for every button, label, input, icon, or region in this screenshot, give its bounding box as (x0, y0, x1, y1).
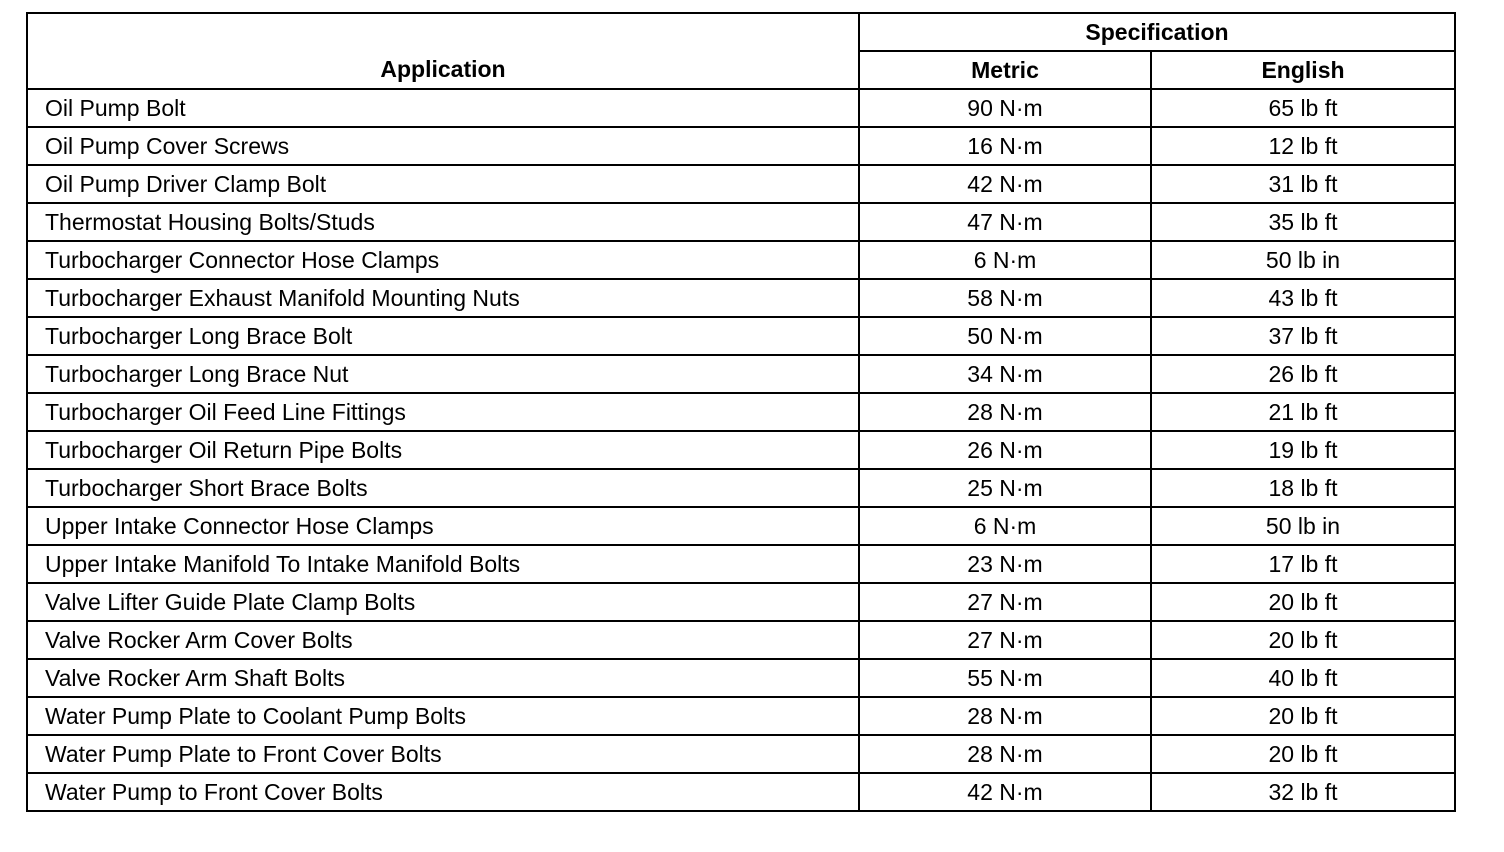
table-row (27, 127, 1455, 165)
table-row (27, 393, 1455, 431)
english-cell: 50 lb in (1151, 507, 1455, 545)
header-row-top (27, 13, 1455, 51)
metric-cell: 28 N·m (859, 697, 1151, 735)
table-row (27, 583, 1455, 621)
metric-cell: 42 N·m (859, 773, 1151, 811)
metric-cell: 27 N·m (859, 583, 1151, 621)
application-cell: Turbocharger Oil Feed Line Fittings (27, 393, 859, 431)
table-row (27, 203, 1455, 241)
english-cell: 43 lb ft (1151, 279, 1455, 317)
application-cell: Upper Intake Connector Hose Clamps (27, 507, 859, 545)
table-row (27, 545, 1455, 583)
table-row (27, 279, 1455, 317)
fastener-spec-table (26, 12, 1456, 812)
english-cell: 20 lb ft (1151, 697, 1455, 735)
english-cell: 20 lb ft (1151, 735, 1455, 773)
english-cell: 18 lb ft (1151, 469, 1455, 507)
application-cell: Water Pump Plate to Coolant Pump Bolts (27, 697, 859, 735)
table-row (27, 773, 1455, 811)
english-cell: 40 lb ft (1151, 659, 1455, 697)
table-row (27, 431, 1455, 469)
application-cell: Valve Rocker Arm Cover Bolts (27, 621, 859, 659)
english-cell: 17 lb ft (1151, 545, 1455, 583)
application-cell: Upper Intake Manifold To Intake Manifold Bolts (27, 545, 859, 583)
table-row (27, 735, 1455, 773)
metric-cell: 47 N·m (859, 203, 1151, 241)
english-cell: 37 lb ft (1151, 317, 1455, 355)
application-cell: Thermostat Housing Bolts/Studs (27, 203, 859, 241)
english-cell: 26 lb ft (1151, 355, 1455, 393)
application-cell: Turbocharger Oil Return Pipe Bolts (27, 431, 859, 469)
table-row (27, 621, 1455, 659)
table-header (27, 13, 1455, 89)
application-cell: Oil Pump Driver Clamp Bolt (27, 165, 859, 203)
application-cell: Turbocharger Connector Hose Clamps (27, 241, 859, 279)
english-cell: 50 lb in (1151, 241, 1455, 279)
application-cell: Oil Pump Cover Screws (27, 127, 859, 165)
table-row (27, 659, 1455, 697)
english-cell: 21 lb ft (1151, 393, 1455, 431)
table-row (27, 89, 1455, 127)
application-cell: Turbocharger Exhaust Manifold Mounting Nuts (27, 279, 859, 317)
metric-cell: 28 N·m (859, 393, 1151, 431)
application-cell: Water Pump to Front Cover Bolts (27, 773, 859, 811)
table-row (27, 355, 1455, 393)
metric-cell: 28 N·m (859, 735, 1151, 773)
table-body (27, 89, 1455, 811)
metric-header: Metric (859, 51, 1151, 89)
application-cell: Oil Pump Bolt (27, 89, 859, 127)
metric-cell: 42 N·m (859, 165, 1151, 203)
english-cell: 65 lb ft (1151, 89, 1455, 127)
metric-cell: 34 N·m (859, 355, 1151, 393)
metric-cell: 25 N·m (859, 469, 1151, 507)
application-cell: Valve Rocker Arm Shaft Bolts (27, 659, 859, 697)
metric-cell: 6 N·m (859, 241, 1151, 279)
english-cell: 32 lb ft (1151, 773, 1455, 811)
table-row (27, 241, 1455, 279)
metric-cell: 16 N·m (859, 127, 1151, 165)
table-row (27, 165, 1455, 203)
english-cell: 31 lb ft (1151, 165, 1455, 203)
application-cell: Turbocharger Long Brace Bolt (27, 317, 859, 355)
english-cell: 20 lb ft (1151, 621, 1455, 659)
english-cell: 20 lb ft (1151, 583, 1455, 621)
specification-header: Specification (859, 13, 1455, 51)
application-cell: Turbocharger Long Brace Nut (27, 355, 859, 393)
metric-cell: 55 N·m (859, 659, 1151, 697)
application-cell: Water Pump Plate to Front Cover Bolts (27, 735, 859, 773)
application-cell: Turbocharger Short Brace Bolts (27, 469, 859, 507)
english-cell: 12 lb ft (1151, 127, 1455, 165)
table-row (27, 507, 1455, 545)
table-row (27, 317, 1455, 355)
metric-cell: 23 N·m (859, 545, 1151, 583)
metric-cell: 58 N·m (859, 279, 1151, 317)
metric-cell: 26 N·m (859, 431, 1151, 469)
application-header: Application (27, 13, 859, 89)
application-cell: Valve Lifter Guide Plate Clamp Bolts (27, 583, 859, 621)
english-cell: 35 lb ft (1151, 203, 1455, 241)
metric-cell: 6 N·m (859, 507, 1151, 545)
table-row (27, 469, 1455, 507)
metric-cell: 90 N·m (859, 89, 1151, 127)
english-header: English (1151, 51, 1455, 89)
table-row (27, 697, 1455, 735)
metric-cell: 50 N·m (859, 317, 1151, 355)
metric-cell: 27 N·m (859, 621, 1151, 659)
english-cell: 19 lb ft (1151, 431, 1455, 469)
